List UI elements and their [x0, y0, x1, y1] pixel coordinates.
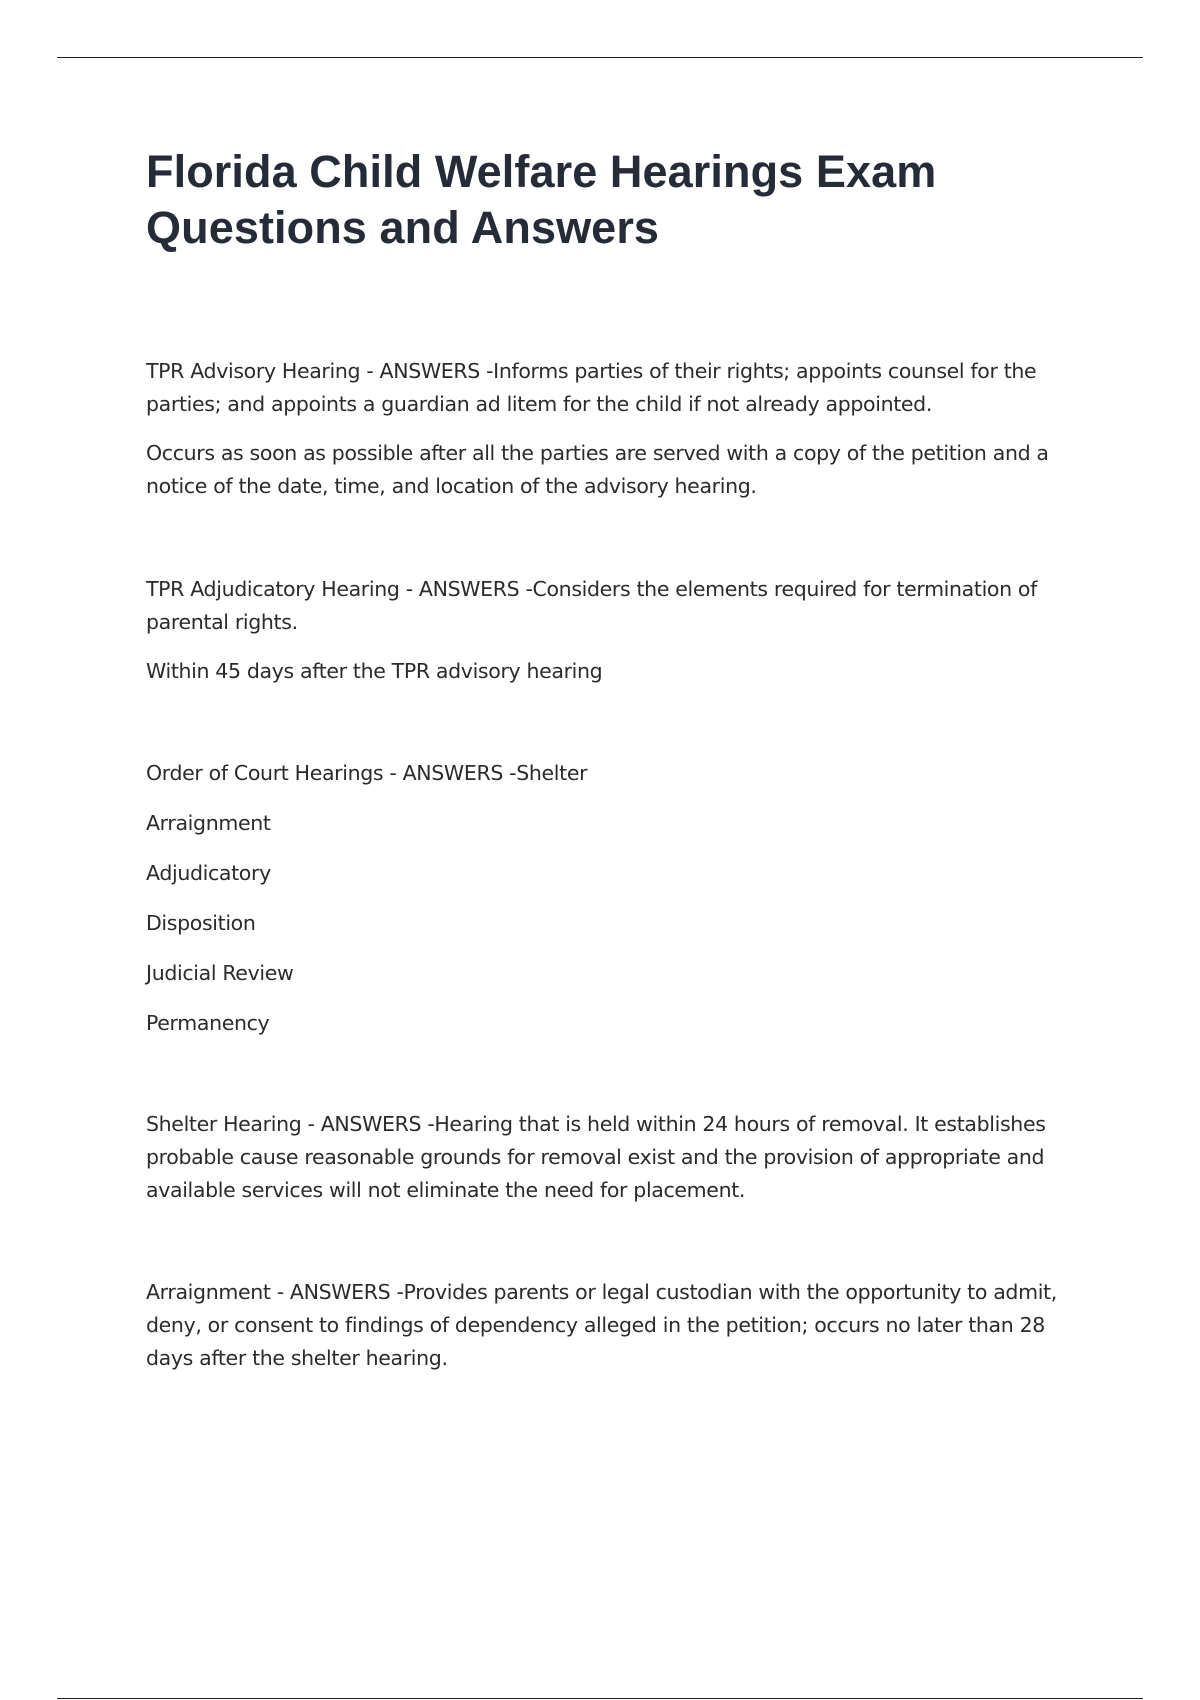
- hearing-list-item: Permanency: [146, 1011, 270, 1035]
- qa-entry-arraignment: [146, 1276, 1096, 1391]
- qa-answer-text: Within 45 days after the TPR advisory hearing: [146, 659, 603, 683]
- qa-entry-shelter-hearing: [146, 1108, 1096, 1223]
- hearing-list-item: Disposition: [146, 911, 256, 935]
- qa-answer-text: TPR Advisory Hearing - ANSWERS -Informs parties of their rights; appoints counsel for the parties; and appoints a guardian ad litem for the child if not already appointed.: [146, 359, 1037, 416]
- qa-answer-text: Order of Court Hearings - ANSWERS -Shelter: [146, 761, 588, 785]
- qa-entry-tpr-advisory: [146, 355, 1096, 519]
- top-rule: [57, 57, 1143, 58]
- qa-answer-text: Shelter Hearing - ANSWERS -Hearing that is held within 24 hours of removal. It establishes probable cause reasonable grounds for removal exist and the provision of appropriate and available services will not eliminate the need for placement.: [146, 1112, 1046, 1202]
- qa-answer-text: Arraignment - ANSWERS -Provides parents or legal custodian with the opportunity to admit, deny, or consent to findings of dependency alleged in the petition; occurs no later than 28 days after the shelter hearing.: [146, 1280, 1057, 1370]
- qa-answer-text: Occurs as soon as possible after all the parties are served with a copy of the petition and a notice of the date, time, and location of the advisory hearing.: [146, 441, 1049, 498]
- bottom-rule: [57, 1698, 1143, 1699]
- hearing-list-item: Judicial Review: [146, 961, 294, 985]
- page-title: Florida Child Welfare Hearings Exam Questions and Answers: [146, 146, 937, 253]
- hearing-list-item: Arraignment: [146, 811, 271, 835]
- qa-answer-text: TPR Adjudicatory Hearing - ANSWERS -Considers the elements required for termination of parental rights.: [146, 577, 1037, 634]
- hearing-list-item: Adjudicatory: [146, 861, 271, 885]
- qa-entry-order-of-hearings: [146, 757, 1096, 1057]
- qa-entry-tpr-adjudicatory: [146, 573, 1096, 704]
